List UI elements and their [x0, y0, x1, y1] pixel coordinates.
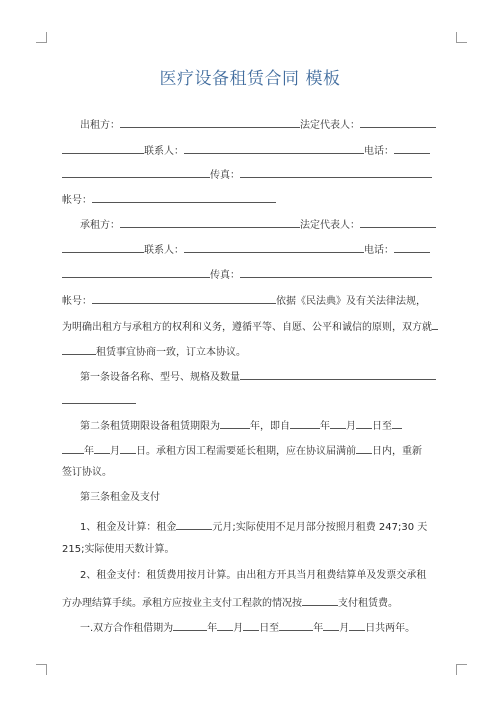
lessee-account-field[interactable]: [92, 292, 276, 304]
lessor-contact-field[interactable]: [184, 142, 364, 154]
document-title: 医疗设备租赁合同 模板: [159, 69, 341, 89]
preamble-line3-text: 租赁事宜协商一致，订立本协议。: [96, 347, 246, 358]
article2-start-month-field[interactable]: [330, 417, 346, 429]
lessee-account-line: [62, 292, 426, 309]
article2-end-day-field[interactable]: [120, 442, 136, 454]
article2-start-day-field[interactable]: [356, 417, 372, 429]
lessee-extra-field[interactable]: [62, 241, 144, 253]
article2-term-years-field[interactable]: [220, 417, 250, 429]
lessee-fax-field[interactable]: [240, 266, 432, 278]
article2-p1: 第二条租赁期限设备租赁期限为: [80, 421, 220, 432]
lessee-phone-label: 电话：: [364, 245, 394, 256]
article2-end-month-field[interactable]: [94, 442, 110, 454]
article2-l3: 签订协议。: [62, 467, 112, 478]
lessee-phone-field[interactable]: [394, 241, 430, 253]
article2-start-year-field[interactable]: [290, 417, 320, 429]
article3-item1-b: 元月;实际使用不足月部分按照月租费 247;30 天: [212, 522, 428, 533]
lessor-phone-field[interactable]: [394, 142, 430, 154]
clause-last-a: 一.双方合作租借期为: [80, 623, 174, 634]
article3-item1-c: 215;实际使用天数计算。: [62, 544, 175, 555]
clause-last-f: 月: [339, 623, 350, 634]
lessor-fax-label: 传真：: [210, 170, 240, 181]
clause-last-start-month-field[interactable]: [217, 619, 233, 631]
lessee-fax-prefix-field[interactable]: [62, 266, 210, 278]
lessee-fax-line: [62, 266, 432, 283]
lessor-fax-field[interactable]: [240, 166, 432, 178]
lessee-legal-rep-field[interactable]: [360, 216, 436, 228]
lessor-account-line: [62, 191, 276, 208]
lessor-fax-line: [62, 166, 432, 183]
article3-item2-a: 2、租金支付：租赁费用按月计算。由出租方开具当月租费结算单及发票交承租: [80, 570, 427, 581]
lessee-account-label: 帐号：: [62, 296, 92, 307]
clause-last-end-month-field[interactable]: [323, 619, 339, 631]
preamble-line2-text: 为明确出租方与承租方的权利和义务，遵循平等、自愿、公平和诚信的原则，双方就: [62, 322, 432, 333]
article1-equipment-field-cont[interactable]: [62, 392, 136, 404]
lessor-label: 出租方：: [80, 120, 120, 131]
clause-last-b: 年: [207, 623, 218, 634]
lessee-label: 承租方：: [80, 220, 120, 231]
lessor-extra-field[interactable]: [62, 142, 144, 154]
article2-end-year-field-start[interactable]: [392, 417, 402, 429]
article3-item2-c: 支付租赁费。: [338, 598, 398, 609]
article3-item1-a: 1、租金及计算：租金: [80, 522, 177, 533]
lessor-contact-line: [62, 142, 430, 159]
article1-line: [80, 368, 436, 385]
preamble-project-field-start[interactable]: [432, 318, 438, 330]
clause-last-g: 日共两年。: [365, 623, 416, 634]
preamble-part1: 依据《民法典》及有关法律法规，: [276, 296, 426, 307]
article2-p3: 年: [320, 421, 330, 432]
article3-item2-line1: [80, 569, 426, 583]
preamble-line2: [62, 318, 438, 335]
lessee-fax-label: 传真：: [210, 270, 240, 281]
article2-p2: 年，即自: [250, 421, 290, 432]
article2-l2b: 月: [110, 446, 120, 457]
crop-mark-top-right: [456, 32, 467, 43]
article2-l2d: 日内，重新: [372, 446, 422, 457]
clause-last-start-day-field[interactable]: [243, 619, 259, 631]
lessor-account-label: 帐号：: [62, 195, 92, 206]
article3-item2-line2: [62, 594, 398, 611]
lessor-fax-prefix-field[interactable]: [62, 166, 210, 178]
article2-end-year-field[interactable]: [62, 442, 84, 454]
article2-line1: [80, 417, 402, 434]
article3-item1-line2: [62, 543, 174, 557]
article3-heading-line: [80, 491, 160, 505]
lessee-contact-field[interactable]: [184, 241, 364, 253]
article2-l2a: 年: [84, 446, 94, 457]
article2-p5: 日至: [372, 421, 392, 432]
clause-last-c: 月: [233, 623, 244, 634]
clause-last-d: 日至: [259, 623, 280, 634]
lessee-legal-rep-label: 法定代表人：: [300, 220, 360, 231]
lessor-phone-label: 电话：: [364, 146, 394, 157]
clause-last-start-year-field[interactable]: [173, 619, 207, 631]
article1-equipment-field[interactable]: [240, 368, 436, 380]
article3-item1-line1: [80, 518, 427, 535]
lessor-line: [80, 116, 436, 133]
article2-p4: 月: [346, 421, 356, 432]
lessor-name-field[interactable]: [120, 116, 300, 128]
lessor-account-field[interactable]: [92, 191, 276, 203]
clause-last-e: 年: [313, 623, 324, 634]
lessee-contact-label: 联系人：: [144, 245, 184, 256]
article3-payment-terms-field[interactable]: [302, 594, 338, 606]
lessee-contact-line: [62, 241, 430, 258]
lessor-legal-rep-label: 法定代表人：: [300, 120, 360, 131]
article2-l2c: 日。承租方因工程需要延长租期，应在协议届满前: [136, 446, 356, 457]
clause-last-line: [80, 619, 415, 636]
lessee-line: [80, 216, 436, 233]
preamble-project-field[interactable]: [62, 343, 96, 355]
crop-mark-bottom-left: [36, 664, 47, 675]
article3-rent-field[interactable]: [176, 518, 212, 530]
lessee-name-field[interactable]: [120, 216, 300, 228]
preamble-line3: [62, 343, 246, 360]
crop-mark-top-left: [36, 32, 47, 43]
crop-mark-bottom-right: [456, 664, 467, 675]
article2-line2: [62, 442, 422, 459]
lessor-legal-rep-field[interactable]: [360, 116, 436, 128]
article2-line3: [62, 466, 112, 480]
clause-last-end-year-field[interactable]: [279, 619, 313, 631]
clause-last-end-day-field[interactable]: [349, 619, 365, 631]
article1-line2: [62, 392, 136, 409]
article1-heading: 第一条设备名称、型号、规格及数量: [80, 372, 240, 383]
article3-heading: 第三条租金及支付: [80, 492, 160, 503]
article3-item2-b: 方办理结算手续。承租方应按业主支付工程款的情况按: [62, 598, 302, 609]
article2-notice-days-field[interactable]: [356, 442, 372, 454]
lessor-contact-label: 联系人：: [144, 146, 184, 157]
